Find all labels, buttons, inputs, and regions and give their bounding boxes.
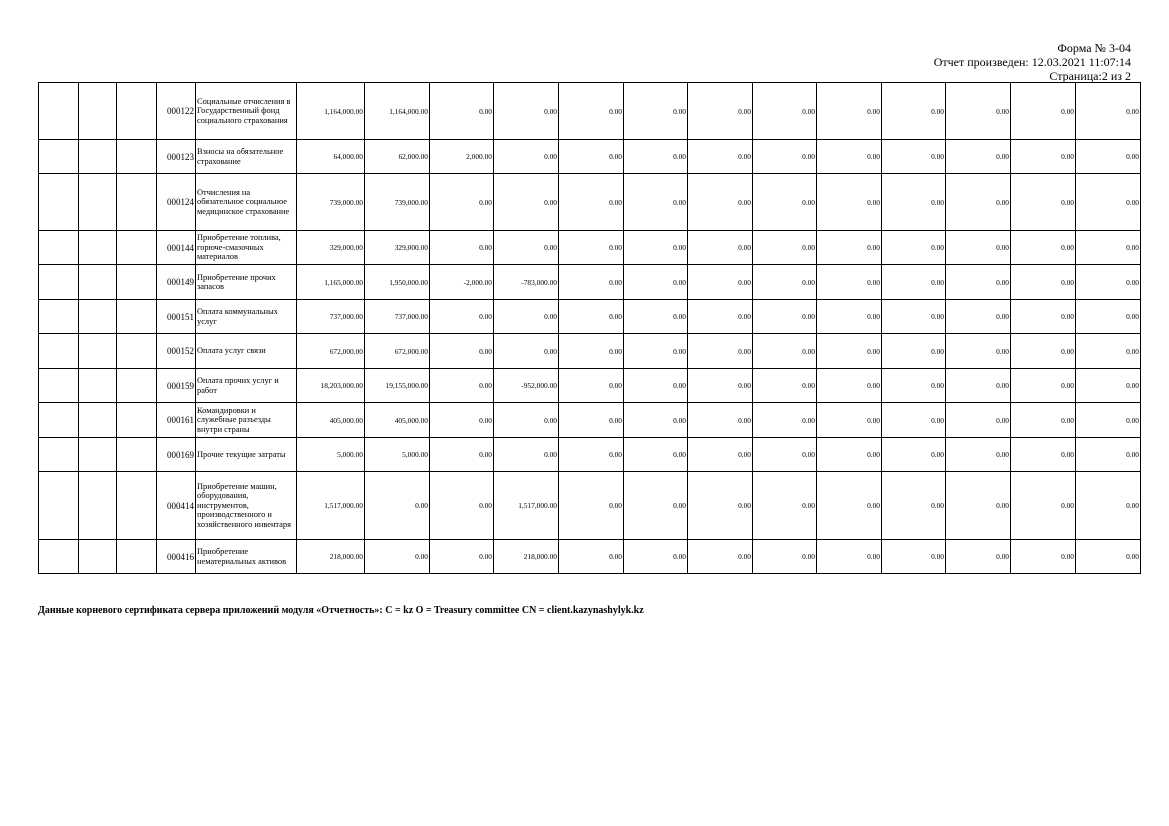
table-row <box>39 83 1141 140</box>
value-cell: 0.00 <box>559 83 624 140</box>
value-cell: 0.00 <box>1076 438 1141 472</box>
value-cell: 0.00 <box>817 540 882 574</box>
value-cell: 0.00 <box>817 438 882 472</box>
empty-cell <box>79 369 117 403</box>
value-cell: 18,203,000.00 <box>297 369 365 403</box>
empty-cell <box>79 231 117 265</box>
value-cell: 0.00 <box>753 140 817 174</box>
empty-cell <box>117 300 157 334</box>
row-code: 000122 <box>157 83 196 140</box>
value-cell: 218,000.00 <box>494 540 559 574</box>
value-cell: 0.00 <box>1011 231 1076 265</box>
value-cell: 0.00 <box>1076 334 1141 369</box>
row-code: 000169 <box>157 438 196 472</box>
value-cell: 0.00 <box>559 231 624 265</box>
value-cell: 0.00 <box>1076 300 1141 334</box>
value-cell: 0.00 <box>817 140 882 174</box>
table-row <box>39 334 1141 369</box>
value-cell: 0.00 <box>817 174 882 231</box>
empty-cell <box>39 540 79 574</box>
value-cell: 0.00 <box>1011 265 1076 300</box>
value-cell: 0.00 <box>1011 300 1076 334</box>
value-cell: 1,164,000.00 <box>365 83 430 140</box>
value-cell: 0.00 <box>430 83 494 140</box>
value-cell: 0.00 <box>882 83 946 140</box>
value-cell: 737,000.00 <box>297 300 365 334</box>
value-cell: 0.00 <box>753 369 817 403</box>
value-cell: 0.00 <box>946 438 1011 472</box>
value-cell: 0.00 <box>494 334 559 369</box>
value-cell: 0.00 <box>817 403 882 438</box>
value-cell: 0.00 <box>688 334 753 369</box>
row-code: 000124 <box>157 174 196 231</box>
empty-cell <box>39 231 79 265</box>
report-timestamp: Отчет произведен: 12.03.2021 11:07:14 <box>933 55 1131 69</box>
value-cell: 1,517,000.00 <box>297 472 365 540</box>
row-code: 000123 <box>157 140 196 174</box>
value-cell: 5,000.00 <box>365 438 430 472</box>
report-header <box>934 41 1131 83</box>
value-cell: 0.00 <box>946 300 1011 334</box>
value-cell: 0.00 <box>559 472 624 540</box>
value-cell: 0.00 <box>430 540 494 574</box>
value-cell: 0.00 <box>946 472 1011 540</box>
value-cell: 329,000.00 <box>365 231 430 265</box>
value-cell: 0.00 <box>1076 231 1141 265</box>
value-cell: 0.00 <box>882 174 946 231</box>
value-cell: 0.00 <box>624 265 688 300</box>
empty-cell <box>79 265 117 300</box>
value-cell: 0.00 <box>365 472 430 540</box>
value-cell: 0.00 <box>882 300 946 334</box>
value-cell: 0.00 <box>753 334 817 369</box>
value-cell: 0.00 <box>946 174 1011 231</box>
row-name: Отчисления на обязательное социальное медицинское страхование <box>196 174 297 231</box>
value-cell: 218,000.00 <box>297 540 365 574</box>
table-row <box>39 472 1141 540</box>
value-cell: 0.00 <box>688 540 753 574</box>
value-cell: 1,164,000.00 <box>297 83 365 140</box>
row-name: Прочие текущие затраты <box>196 438 297 472</box>
empty-cell <box>117 334 157 369</box>
value-cell: 0.00 <box>882 231 946 265</box>
value-cell: 0.00 <box>882 438 946 472</box>
value-cell: 0.00 <box>1011 174 1076 231</box>
row-code: 000144 <box>157 231 196 265</box>
value-cell: 0.00 <box>1011 540 1076 574</box>
value-cell: -952,000.00 <box>494 369 559 403</box>
value-cell: 0.00 <box>559 265 624 300</box>
value-cell: 0.00 <box>1076 265 1141 300</box>
value-cell: 0.00 <box>688 369 753 403</box>
table-row <box>39 265 1141 300</box>
value-cell: 0.00 <box>946 540 1011 574</box>
report-table <box>38 82 1141 574</box>
value-cell: 0.00 <box>494 300 559 334</box>
empty-cell <box>117 231 157 265</box>
value-cell: 0.00 <box>688 472 753 540</box>
value-cell: 0.00 <box>1076 540 1141 574</box>
page-number: Страница:2 из 2 <box>1049 69 1131 83</box>
certificate-info: Данные корневого сертификата сервера приложений модуля «Отчетность»: C = kz O = Treasury committee CN = client.kazynashylyk.kz <box>38 605 644 616</box>
row-code: 000416 <box>157 540 196 574</box>
value-cell: 0.00 <box>559 369 624 403</box>
value-cell: 0.00 <box>753 265 817 300</box>
value-cell: 1,517,000.00 <box>494 472 559 540</box>
value-cell: 0.00 <box>753 403 817 438</box>
value-cell: 0.00 <box>753 438 817 472</box>
empty-cell <box>79 540 117 574</box>
value-cell: 0.00 <box>624 300 688 334</box>
value-cell: 0.00 <box>1011 472 1076 540</box>
value-cell: 0.00 <box>882 265 946 300</box>
row-code: 000149 <box>157 265 196 300</box>
value-cell: 0.00 <box>946 403 1011 438</box>
value-cell: 0.00 <box>1011 438 1076 472</box>
value-cell: 329,000.00 <box>297 231 365 265</box>
row-code: 000152 <box>157 334 196 369</box>
empty-cell <box>117 265 157 300</box>
value-cell: 0.00 <box>430 300 494 334</box>
empty-cell <box>117 140 157 174</box>
value-cell: 0.00 <box>624 540 688 574</box>
value-cell: 0.00 <box>430 438 494 472</box>
empty-cell <box>117 540 157 574</box>
row-name: Командировки и служебные разъезды внутри страны <box>196 403 297 438</box>
value-cell: 0.00 <box>430 334 494 369</box>
value-cell: 0.00 <box>946 369 1011 403</box>
value-cell: 0.00 <box>1011 83 1076 140</box>
row-name: Приобретение машин, оборудования, инструментов, производственного и хозяйственного инвентаря <box>196 472 297 540</box>
value-cell: 0.00 <box>817 300 882 334</box>
value-cell: 0.00 <box>688 265 753 300</box>
empty-cell <box>79 472 117 540</box>
empty-cell <box>39 140 79 174</box>
value-cell: 0.00 <box>688 174 753 231</box>
row-name: Оплата коммунальных услуг <box>196 300 297 334</box>
value-cell: 2,000.00 <box>430 140 494 174</box>
row-code: 000161 <box>157 403 196 438</box>
value-cell: 0.00 <box>817 83 882 140</box>
form-number: Форма № 3-04 <box>1057 41 1131 55</box>
value-cell: 0.00 <box>624 231 688 265</box>
value-cell: 672,000.00 <box>297 334 365 369</box>
value-cell: 0.00 <box>559 174 624 231</box>
value-cell: 0.00 <box>624 174 688 231</box>
value-cell: 0.00 <box>882 403 946 438</box>
value-cell: 0.00 <box>430 403 494 438</box>
value-cell: 0.00 <box>1011 369 1076 403</box>
value-cell: 0.00 <box>1076 83 1141 140</box>
row-name: Приобретение нематериальных активов <box>196 540 297 574</box>
value-cell: 0.00 <box>624 438 688 472</box>
empty-cell <box>117 472 157 540</box>
value-cell: 0.00 <box>946 334 1011 369</box>
value-cell: 405,000.00 <box>365 403 430 438</box>
row-name: Взносы на обязательное страхование <box>196 140 297 174</box>
value-cell: 739,000.00 <box>365 174 430 231</box>
value-cell: 0.00 <box>430 369 494 403</box>
value-cell: 0.00 <box>559 334 624 369</box>
row-name: Социальные отчисления в Государственный фонд социального страхования <box>196 83 297 140</box>
value-cell: 0.00 <box>882 140 946 174</box>
value-cell: 0.00 <box>494 438 559 472</box>
value-cell: 672,000.00 <box>365 334 430 369</box>
value-cell: 0.00 <box>559 300 624 334</box>
value-cell: 0.00 <box>946 83 1011 140</box>
value-cell: 0.00 <box>753 300 817 334</box>
value-cell: 64,000.00 <box>297 140 365 174</box>
row-name: Оплата услуг связи <box>196 334 297 369</box>
value-cell: 0.00 <box>1076 472 1141 540</box>
row-name: Приобретение прочих запасов <box>196 265 297 300</box>
empty-cell <box>117 369 157 403</box>
value-cell: 0.00 <box>1076 140 1141 174</box>
value-cell: 0.00 <box>882 369 946 403</box>
value-cell: 0.00 <box>817 265 882 300</box>
row-code: 000159 <box>157 369 196 403</box>
empty-cell <box>79 334 117 369</box>
empty-cell <box>79 174 117 231</box>
value-cell: 0.00 <box>817 334 882 369</box>
row-code: 000414 <box>157 472 196 540</box>
value-cell: 19,155,000.00 <box>365 369 430 403</box>
value-cell: 0.00 <box>1011 403 1076 438</box>
value-cell: 0.00 <box>753 472 817 540</box>
empty-cell <box>39 369 79 403</box>
empty-cell <box>117 403 157 438</box>
value-cell: 0.00 <box>624 334 688 369</box>
row-code: 000151 <box>157 300 196 334</box>
value-cell: 0.00 <box>494 174 559 231</box>
value-cell: 0.00 <box>1076 369 1141 403</box>
value-cell: 0.00 <box>688 231 753 265</box>
table-row <box>39 231 1141 265</box>
value-cell: 405,000.00 <box>297 403 365 438</box>
value-cell: 0.00 <box>559 438 624 472</box>
value-cell: 0.00 <box>882 540 946 574</box>
empty-cell <box>39 438 79 472</box>
value-cell: 0.00 <box>753 83 817 140</box>
empty-cell <box>39 472 79 540</box>
table-row <box>39 300 1141 334</box>
value-cell: 5,000.00 <box>297 438 365 472</box>
value-cell: 0.00 <box>559 540 624 574</box>
value-cell: 0.00 <box>817 231 882 265</box>
empty-cell <box>39 300 79 334</box>
value-cell: 0.00 <box>365 540 430 574</box>
value-cell: 0.00 <box>688 438 753 472</box>
value-cell: 0.00 <box>946 140 1011 174</box>
table-row <box>39 438 1141 472</box>
value-cell: 0.00 <box>753 540 817 574</box>
value-cell: 0.00 <box>946 265 1011 300</box>
empty-cell <box>39 403 79 438</box>
value-cell: 0.00 <box>688 300 753 334</box>
value-cell: 0.00 <box>1076 174 1141 231</box>
empty-cell <box>79 438 117 472</box>
value-cell: 0.00 <box>1011 334 1076 369</box>
empty-cell <box>79 403 117 438</box>
value-cell: -783,000.00 <box>494 265 559 300</box>
empty-cell <box>117 83 157 140</box>
value-cell: 0.00 <box>494 83 559 140</box>
value-cell: 0.00 <box>817 472 882 540</box>
value-cell: 1,165,000.00 <box>297 265 365 300</box>
value-cell: 0.00 <box>430 174 494 231</box>
value-cell: 739,000.00 <box>297 174 365 231</box>
value-cell: 0.00 <box>688 403 753 438</box>
value-cell: 0.00 <box>817 369 882 403</box>
empty-cell <box>79 83 117 140</box>
empty-cell <box>79 300 117 334</box>
value-cell: 0.00 <box>624 472 688 540</box>
table-row <box>39 174 1141 231</box>
row-name: Оплата прочих услуг и работ <box>196 369 297 403</box>
empty-cell <box>79 140 117 174</box>
value-cell: 0.00 <box>494 403 559 438</box>
value-cell: 0.00 <box>1076 403 1141 438</box>
empty-cell <box>39 265 79 300</box>
value-cell: 0.00 <box>882 472 946 540</box>
empty-cell <box>39 83 79 140</box>
empty-cell <box>39 334 79 369</box>
value-cell: 0.00 <box>624 369 688 403</box>
empty-cell <box>117 438 157 472</box>
value-cell: 62,000.00 <box>365 140 430 174</box>
value-cell: 0.00 <box>624 403 688 438</box>
empty-cell <box>39 174 79 231</box>
value-cell: 0.00 <box>494 140 559 174</box>
value-cell: 737,000.00 <box>365 300 430 334</box>
value-cell: 0.00 <box>559 403 624 438</box>
value-cell: 0.00 <box>753 231 817 265</box>
value-cell: 0.00 <box>946 231 1011 265</box>
value-cell: 0.00 <box>688 83 753 140</box>
row-name: Приобретение топлива, горюче-смазочных материалов <box>196 231 297 265</box>
value-cell: 0.00 <box>559 140 624 174</box>
table-row <box>39 403 1141 438</box>
value-cell: -2,000.00 <box>430 265 494 300</box>
value-cell: 0.00 <box>753 174 817 231</box>
value-cell: 0.00 <box>430 231 494 265</box>
table-row <box>39 140 1141 174</box>
table-row <box>39 369 1141 403</box>
report-table-body <box>39 83 1141 574</box>
value-cell: 0.00 <box>1011 140 1076 174</box>
value-cell: 0.00 <box>688 140 753 174</box>
value-cell: 0.00 <box>494 231 559 265</box>
value-cell: 0.00 <box>882 334 946 369</box>
value-cell: 0.00 <box>430 472 494 540</box>
value-cell: 1,950,000.00 <box>365 265 430 300</box>
value-cell: 0.00 <box>624 140 688 174</box>
table-row <box>39 540 1141 574</box>
value-cell: 0.00 <box>624 83 688 140</box>
empty-cell <box>117 174 157 231</box>
